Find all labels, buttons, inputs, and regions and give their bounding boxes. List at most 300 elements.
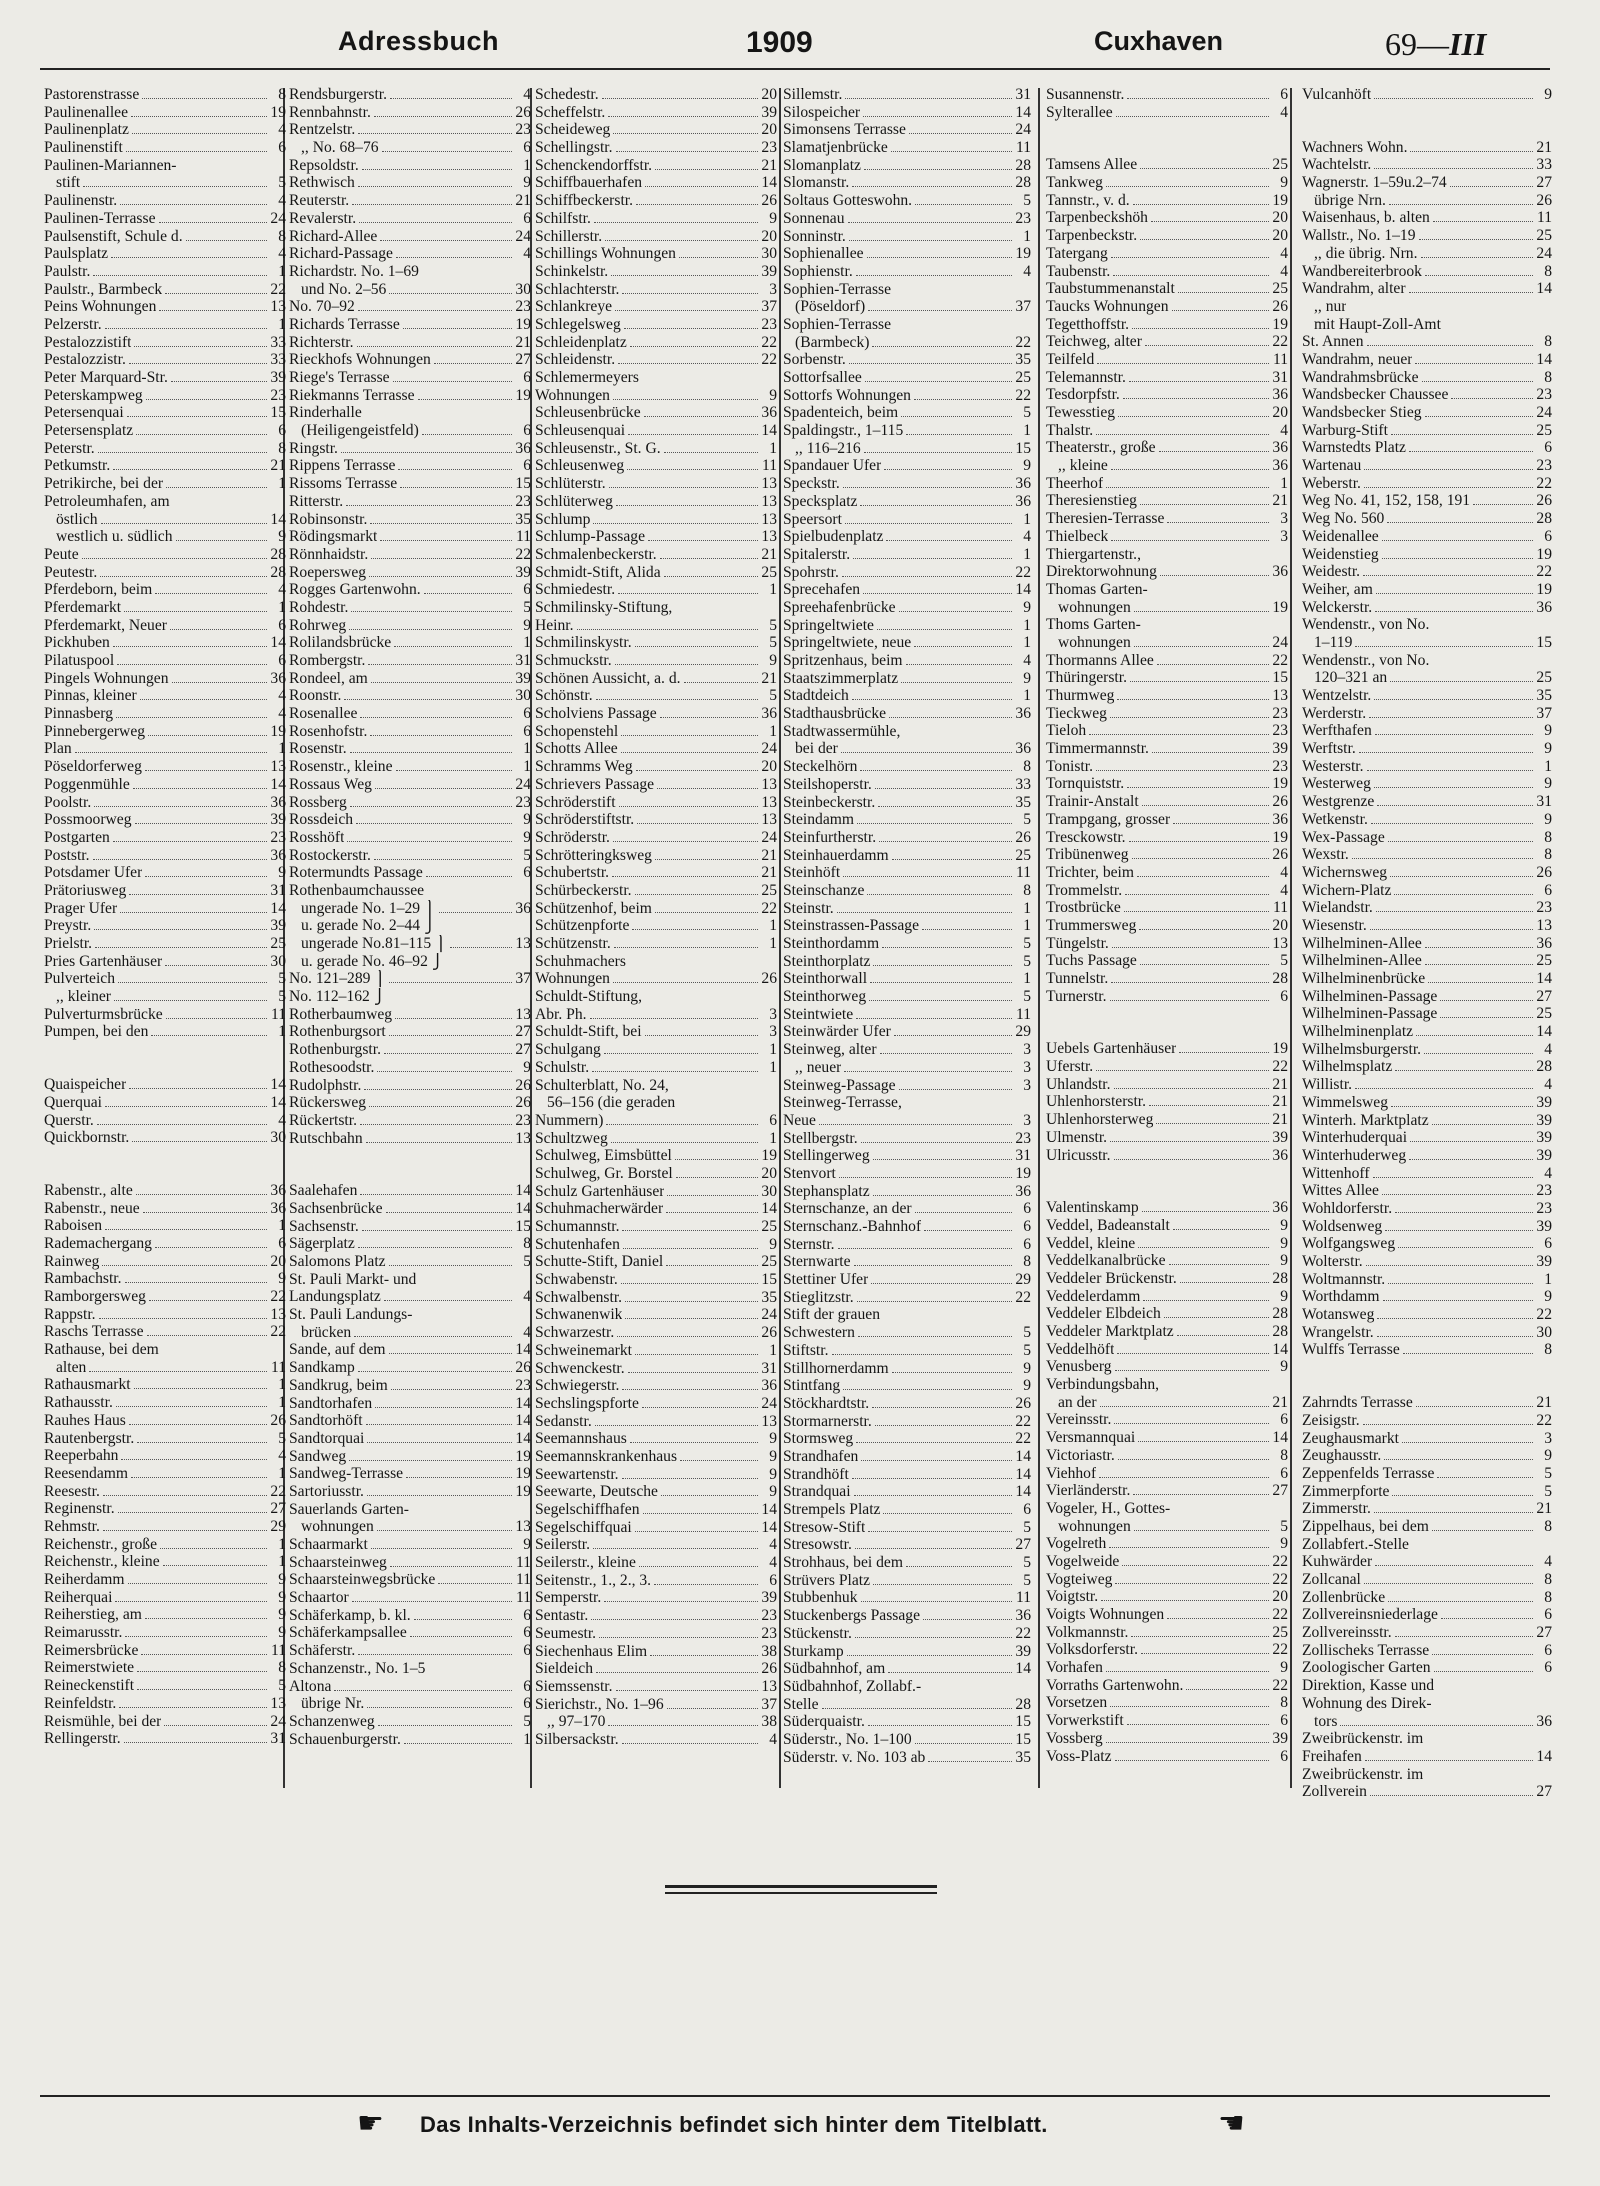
district-number: 24: [761, 1306, 777, 1324]
leader-dots: [625, 1318, 758, 1319]
directory-entry: [535, 351, 777, 369]
leader-dots: [914, 646, 1012, 647]
district-number: 35: [1536, 687, 1552, 704]
street-name: Wilhelmsburgerstr.: [1302, 1040, 1422, 1058]
directory-entry: [535, 794, 777, 812]
leader-dots: [426, 876, 512, 877]
directory-entry: [1302, 1695, 1552, 1713]
leader-dots: [118, 982, 267, 983]
street-name: Seumestr.: [535, 1624, 597, 1642]
leader-dots: [159, 310, 267, 311]
district-number: 33: [270, 351, 286, 369]
district-number: 24: [1536, 244, 1552, 262]
directory-entry: [783, 1749, 1031, 1767]
leader-dots: [644, 416, 758, 417]
directory-entry: [1302, 722, 1552, 740]
leader-dots: [1101, 1600, 1269, 1601]
leader-dots: [356, 823, 512, 824]
district-number: 4: [769, 1730, 777, 1748]
district-number: 22: [1015, 1412, 1031, 1430]
street-name: Seilerstr.: [535, 1536, 591, 1554]
leader-dots: [1425, 416, 1533, 417]
leader-dots: [170, 629, 267, 630]
directory-entry: [1302, 1606, 1552, 1624]
directory-entry: [1046, 775, 1288, 793]
district-number: 15: [1015, 1713, 1031, 1731]
district-number: 5: [1023, 935, 1031, 952]
street-name: Schulz Gartenhäuser: [535, 1182, 665, 1200]
leader-dots: [1375, 734, 1533, 735]
leader-dots: [1110, 1706, 1269, 1707]
leader-dots: [1388, 1601, 1533, 1602]
leader-dots: [857, 1301, 1012, 1302]
directory-entry: [1046, 1093, 1288, 1111]
directory-entry: [44, 1553, 286, 1571]
district-number: 13: [761, 492, 777, 510]
street-name: ,, kleiner: [56, 988, 111, 1006]
leader-dots: [347, 841, 512, 842]
directory-entry: [1302, 280, 1552, 298]
directory-entry: [535, 811, 777, 829]
directory-entry: [1046, 1624, 1288, 1642]
district-number: 19: [1015, 245, 1031, 263]
leader-dots: [1142, 1211, 1269, 1212]
directory-entry: [1302, 1394, 1552, 1412]
directory-entry: [289, 1660, 531, 1678]
directory-entry: [289, 351, 531, 369]
street-name: Stadtdeich: [783, 687, 849, 705]
street-name: Zollvereinsstr.: [1302, 1624, 1392, 1642]
directory-entry: [1046, 687, 1288, 705]
street-name: Sedanstr.: [535, 1412, 592, 1430]
district-number: 36: [270, 1181, 286, 1199]
street-name: Wilhelminen-Passage: [1302, 1005, 1438, 1023]
directory-entry: [1302, 1659, 1552, 1677]
leader-dots: [867, 257, 1012, 258]
district-number: 26: [515, 1094, 531, 1112]
street-name: Abr. Ph.: [535, 1005, 587, 1023]
directory-entry: [535, 546, 777, 564]
district-number: 1: [769, 1041, 777, 1059]
leader-dots: [889, 717, 1012, 718]
street-name: Rolilandsbrücke: [289, 634, 392, 652]
leader-dots: [1377, 805, 1533, 806]
leader-dots: [414, 1619, 512, 1620]
street-name: Woldsenweg: [1302, 1217, 1383, 1235]
leader-dots: [165, 293, 267, 294]
leader-dots: [1140, 964, 1269, 965]
street-name: Scholviens Passage: [535, 705, 657, 723]
street-name: Zahrndts Terrasse: [1302, 1394, 1413, 1412]
district-number: 26: [1015, 1394, 1031, 1412]
leader-dots: [1388, 1283, 1533, 1284]
district-number: 8: [1544, 1571, 1552, 1588]
leader-dots: [614, 947, 758, 948]
leader-dots: [849, 363, 1012, 364]
leader-dots: [590, 1018, 758, 1019]
leader-dots: [186, 240, 267, 241]
leader-dots: [334, 1690, 512, 1691]
street-name: übrige Nr.: [301, 1695, 365, 1713]
street-name: Schultzweg: [535, 1129, 608, 1147]
district-number: 39: [1015, 1642, 1031, 1660]
directory-entry: [289, 1448, 531, 1466]
leader-dots: [366, 1424, 512, 1425]
directory-entry: [44, 1571, 286, 1589]
leader-dots: [1177, 1335, 1269, 1336]
district-number: 4: [1023, 262, 1031, 280]
directory-entry: [1302, 1023, 1552, 1041]
street-name: Specksplatz: [783, 492, 858, 510]
directory-entry: [289, 157, 531, 175]
district-number: 26: [1272, 846, 1288, 864]
street-name: Tieckweg: [1046, 704, 1107, 722]
street-name: Spohrstr.: [783, 563, 839, 581]
directory-entry: [289, 440, 531, 458]
leader-dots: [172, 682, 267, 683]
leader-dots: [124, 1742, 267, 1743]
leader-dots: [1451, 398, 1533, 399]
leader-dots: [1382, 558, 1533, 559]
directory-entry: [1046, 1199, 1288, 1217]
directory-entry: [289, 935, 531, 953]
directory-entry: [1302, 528, 1552, 546]
street-name: Stellbergstr.: [783, 1129, 858, 1147]
street-name: Voigtstr.: [1046, 1588, 1099, 1606]
district-number: 30: [515, 280, 531, 298]
street-name: Zollverein: [1302, 1783, 1367, 1801]
directory-entry: [783, 652, 1031, 670]
street-name: Poggenmühle: [44, 775, 130, 793]
leader-dots: [1433, 221, 1533, 222]
street-name: Strohhaus, bei dem: [783, 1554, 903, 1572]
district-number: 20: [1272, 916, 1288, 934]
directory-entry: [289, 758, 531, 776]
leader-dots: [1118, 416, 1269, 417]
leader-dots: [1156, 1123, 1269, 1124]
leader-dots: [619, 806, 758, 807]
directory-entry: [1302, 1483, 1552, 1501]
directory-entry: [289, 882, 531, 900]
district-number: 4: [278, 245, 286, 263]
directory-entry: [535, 1643, 777, 1661]
directory-entry: [289, 1483, 531, 1501]
directory-entry: [535, 1395, 777, 1413]
leader-dots: [424, 593, 512, 594]
street-name: Theerhof: [1046, 474, 1104, 492]
leader-dots: [131, 116, 267, 117]
district-number: 9: [1023, 669, 1031, 687]
directory-entry: [44, 670, 286, 688]
district-number: 9: [1280, 1535, 1288, 1553]
district-number: 5: [1023, 192, 1031, 210]
leader-dots: [1097, 363, 1269, 364]
street-name: Altona: [289, 1677, 332, 1695]
district-number: 14: [1536, 970, 1552, 987]
leader-dots: [389, 1265, 512, 1266]
directory-entry: [1046, 846, 1288, 864]
directory-entry: [44, 1323, 286, 1341]
leader-dots: [1410, 1141, 1533, 1142]
district-number: 5: [523, 598, 531, 616]
directory-entry: [783, 1589, 1031, 1607]
directory-entry: [535, 1271, 777, 1289]
directory-entry: [783, 758, 1031, 776]
street-name: Schenckendorffstr.: [535, 156, 653, 174]
directory-entry: [783, 210, 1031, 228]
street-name: Staatszimmerplatz: [783, 669, 899, 687]
directory-entry: [783, 705, 1031, 723]
street-name: Weidestr.: [1302, 563, 1361, 581]
directory-entry: [783, 387, 1031, 405]
street-name: Sierichstr., No. 1–96: [535, 1695, 664, 1713]
street-name: Taucks Wohnungen: [1046, 297, 1169, 315]
district-number: 35: [515, 510, 531, 528]
leader-dots: [892, 1372, 1012, 1373]
directory-entry: [1046, 245, 1288, 263]
leader-dots: [1425, 964, 1533, 965]
district-number: 31: [270, 1730, 286, 1748]
directory-entry: [44, 705, 286, 723]
street-name: Stellingerweg: [783, 1147, 870, 1165]
district-number: 36: [270, 793, 286, 811]
district-number: 8: [278, 86, 286, 103]
district-number: 9: [769, 1430, 777, 1448]
district-number: 36: [1272, 810, 1288, 828]
leader-dots: [395, 1018, 512, 1019]
street-name: Pinnas, kleiner: [44, 687, 137, 705]
district-number: 21: [1272, 1093, 1288, 1111]
street-name: Weidenstieg: [1302, 545, 1379, 563]
district-number: 31: [515, 652, 531, 669]
district-number: 4: [1280, 103, 1288, 121]
district-number: 1: [1023, 899, 1031, 917]
street-name: Rademachergang: [44, 1234, 152, 1252]
district-number: 1: [278, 1553, 286, 1571]
district-number: 5: [278, 1429, 286, 1447]
leader-dots: [667, 1708, 758, 1709]
directory-entry: [783, 1342, 1031, 1360]
directory-entry: [1302, 1730, 1552, 1748]
directory-entry: [44, 1659, 286, 1677]
street-name: Trummersweg: [1046, 916, 1137, 934]
street-name: Stettiner Ufer: [783, 1271, 869, 1289]
directory-entry: [783, 1324, 1031, 1342]
leader-dots: [577, 629, 758, 630]
leader-dots: [1409, 451, 1533, 452]
district-number: 25: [1272, 156, 1288, 174]
district-number: 21: [270, 457, 286, 475]
leader-dots: [613, 982, 758, 983]
leader-dots: [613, 399, 758, 400]
street-name: östlich: [56, 510, 98, 528]
district-number: 3: [1023, 1058, 1031, 1076]
district-number: 6: [1544, 1235, 1552, 1253]
directory-entry: [289, 1412, 531, 1430]
street-name: Zweibrückenstr. im: [1302, 1730, 1424, 1748]
district-number: 9: [278, 1571, 286, 1588]
street-name: Uhlenhorsterweg: [1046, 1111, 1154, 1129]
street-name: Zollischeks Terrasse: [1302, 1641, 1430, 1659]
directory-entry: [44, 440, 286, 458]
leader-dots: [117, 664, 267, 665]
directory-entry: [535, 493, 777, 511]
street-name: Prielstr.: [44, 935, 93, 952]
street-name: Petkumstr.: [44, 457, 111, 475]
leader-dots: [624, 328, 758, 329]
directory-entry: [1302, 1218, 1552, 1236]
street-name: Scheffelstr.: [535, 103, 606, 121]
district-number: 4: [278, 121, 286, 139]
district-number: 22: [1536, 1306, 1552, 1324]
directory-entry: [44, 1713, 286, 1731]
district-number: 14: [515, 1182, 531, 1200]
district-number: 31: [761, 1359, 777, 1377]
leader-dots: [1366, 1265, 1533, 1266]
district-number: 39: [270, 811, 286, 829]
leader-dots: [1422, 381, 1533, 382]
leader-dots: [159, 222, 268, 223]
directory-entry: [783, 192, 1031, 210]
directory-entry: [1046, 227, 1288, 245]
district-number: 1: [523, 1730, 531, 1748]
leader-dots: [1167, 522, 1269, 523]
district-number: 37: [761, 298, 777, 316]
district-number: 14: [1015, 1447, 1031, 1465]
directory-entry: [1046, 1571, 1288, 1589]
street-name: Rennbahnstr.: [289, 103, 371, 121]
street-name: Winterhuderquai: [1302, 1129, 1408, 1147]
district-number: 1: [1023, 687, 1031, 705]
street-name: Reginenstr.: [44, 1500, 115, 1518]
leader-dots: [100, 576, 267, 577]
district-number: 4: [523, 245, 531, 263]
leader-dots: [864, 452, 1012, 453]
street-name: Tesdorpfstr.: [1046, 386, 1120, 404]
directory-entry: [44, 1359, 286, 1377]
directory-entry: [783, 369, 1031, 387]
leader-dots: [617, 1336, 758, 1337]
directory-column: [44, 86, 286, 1748]
street-name: Trainir-Anstalt: [1046, 793, 1139, 811]
leader-dots: [134, 346, 267, 347]
directory-entry: [1302, 652, 1552, 670]
leader-dots: [396, 257, 512, 258]
directory-entry: [1046, 917, 1288, 935]
street-name: Thurmweg: [1046, 687, 1115, 704]
district-number: 22: [761, 333, 777, 351]
district-number: 25: [1272, 280, 1288, 298]
leader-dots: [366, 1142, 512, 1143]
street-name: Reiherquai: [44, 1588, 113, 1606]
leader-dots: [1374, 699, 1533, 700]
directory-entry: [1302, 616, 1552, 634]
street-name: Springeltwiete, neue: [783, 634, 912, 652]
district-number: 1: [278, 1394, 286, 1412]
street-name: Rothesoodstr.: [289, 1058, 375, 1076]
district-number: 9: [769, 386, 777, 404]
leader-dots: [873, 1584, 1012, 1585]
street-name: Paulstr.: [44, 262, 91, 280]
district-number: 14: [270, 899, 286, 917]
leader-dots: [155, 593, 267, 594]
street-name: mit Haupt-Zoll-Amt: [1314, 315, 1441, 333]
street-name: Tatergang: [1046, 244, 1108, 262]
leader-dots: [870, 982, 1012, 983]
district-number: 6: [1280, 1712, 1288, 1730]
directory-entry: [783, 1731, 1031, 1749]
directory-entry: [783, 1112, 1031, 1130]
directory-entry: [44, 157, 286, 175]
street-name: Veddeler Brückenstr.: [1046, 1269, 1177, 1287]
directory-entry: [535, 1200, 777, 1218]
district-number: 6: [523, 139, 531, 157]
directory-entry: [289, 1571, 531, 1589]
leader-dots: [643, 1513, 759, 1514]
street-name: Schramms Weg: [535, 758, 633, 776]
street-name: Sande, auf dem: [289, 1341, 386, 1359]
directory-entry: [44, 1023, 286, 1041]
street-name: Uebels Gartenhäuser: [1046, 1040, 1177, 1058]
directory-entry: [535, 687, 777, 705]
directory-entry: [783, 546, 1031, 564]
street-name: Reichenstr., große: [44, 1535, 158, 1553]
district-number: 4: [1280, 863, 1288, 881]
street-name: Stresow-Stift: [783, 1518, 866, 1536]
street-name: Theresienstieg: [1046, 492, 1137, 510]
street-name: Wentzelstr.: [1302, 687, 1372, 704]
directory-entry: [1302, 899, 1552, 917]
district-number: 36: [270, 1199, 286, 1217]
leader-dots: [1432, 1124, 1533, 1125]
directory-entry: [1046, 209, 1288, 227]
leader-dots: [1109, 1547, 1269, 1548]
street-name: Rathausstr.: [44, 1394, 113, 1412]
street-name: Quaispeicher: [44, 1076, 127, 1094]
street-name: Stenvort: [783, 1164, 836, 1182]
directory-entry: [44, 1182, 286, 1200]
street-name: Vogeler, H., Gottes-: [1046, 1499, 1171, 1517]
directory-entry: [1046, 634, 1288, 652]
district-number: 26: [1272, 297, 1288, 315]
street-name: Schönen Aussicht, a. d.: [535, 669, 681, 687]
directory-entry: [1046, 104, 1288, 122]
street-name: Sprecehafen: [783, 581, 861, 599]
leader-dots: [382, 151, 512, 152]
street-name: Schulweg, Gr. Borstel: [535, 1164, 673, 1182]
directory-entry: [535, 1678, 777, 1696]
directory-entry: [783, 1536, 1031, 1554]
street-name: Rosenstr., kleine: [289, 758, 393, 776]
directory-entry: [1046, 1641, 1288, 1659]
district-number: 1: [1023, 634, 1031, 652]
leader-dots: [95, 947, 267, 948]
directory-entry: [44, 1730, 286, 1748]
directory-entry: [783, 1572, 1031, 1590]
street-name: Rieckhofs Wohnungen: [289, 351, 431, 369]
district-number: 9: [769, 652, 777, 669]
directory-entry: [1046, 1341, 1288, 1359]
street-name: Veddel, kleine: [1046, 1234, 1136, 1252]
directory-entry: [783, 794, 1031, 812]
leader-dots: [1425, 275, 1533, 276]
street-name: Teichweg, alter: [1046, 333, 1142, 351]
directory-entry: [44, 457, 286, 475]
street-name: Schönstr.: [535, 687, 593, 705]
directory-entry: [1302, 86, 1552, 104]
street-name: Riekmanns Terrasse: [289, 386, 415, 404]
district-number: 23: [1536, 457, 1552, 475]
